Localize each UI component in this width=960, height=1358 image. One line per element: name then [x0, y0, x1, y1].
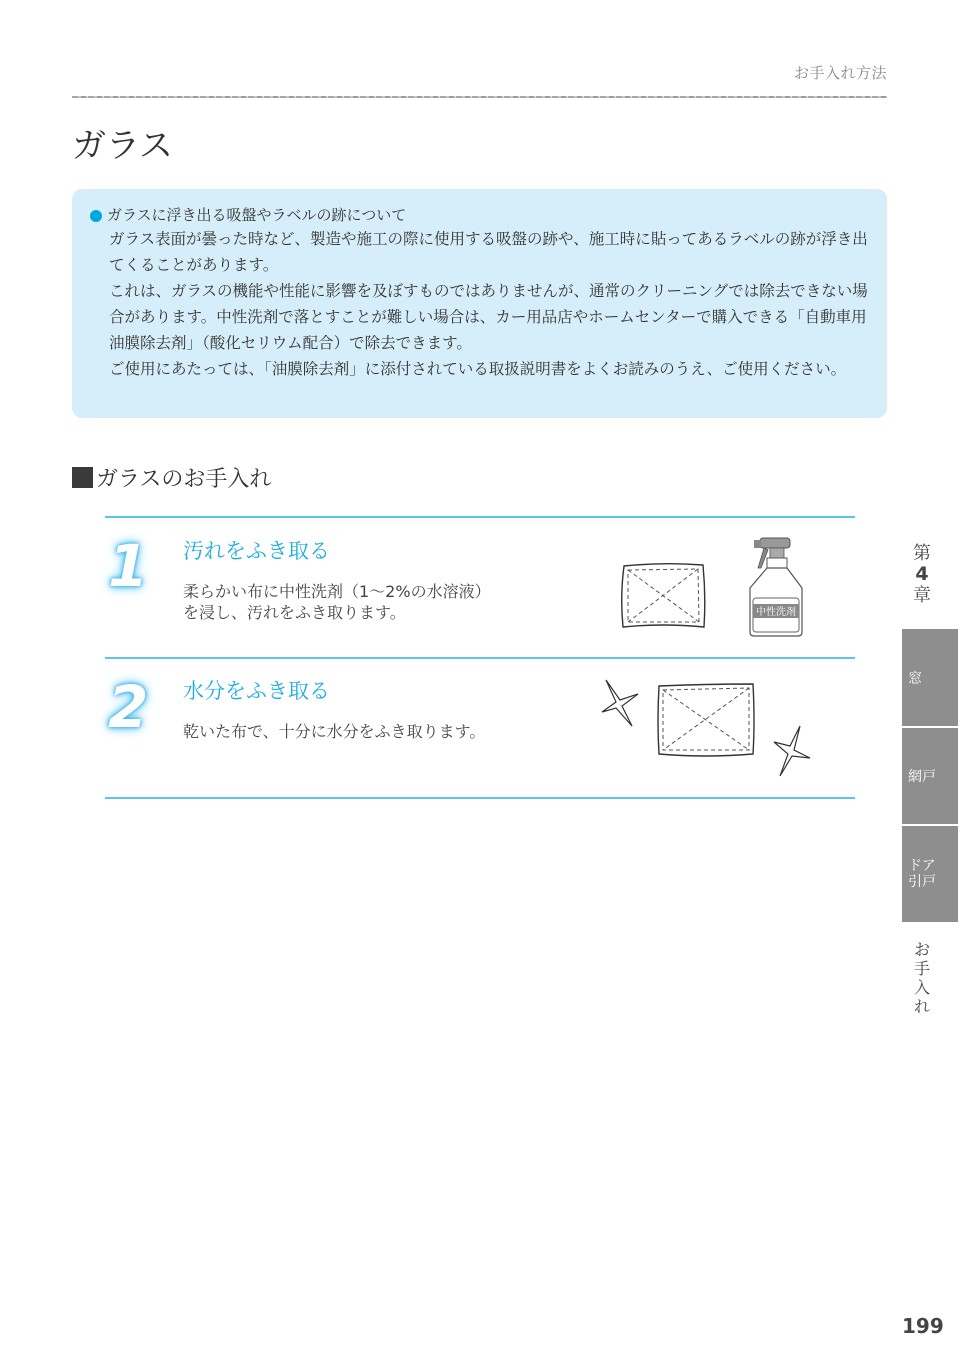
sparkle-icon [600, 678, 640, 728]
notice-paragraph: ガラス表面が曇った時など、製造や施工の際に使用する吸盤の跡や、施工時に貼ってあるラベルの跡が浮き出てくることがあります。 [109, 230, 868, 274]
step-divider [105, 516, 855, 518]
side-tab-label-line: ドア [908, 858, 936, 874]
notice-heading [90, 205, 871, 226]
cloth-icon [618, 560, 708, 632]
notice-body [90, 226, 871, 382]
bottle-label: 中性洗剤 [756, 607, 796, 618]
chapter-label-char: 章 [913, 585, 931, 606]
bullet-icon [90, 210, 102, 222]
side-tab-screen-door[interactable] [902, 728, 958, 824]
side-tab-label: 窓 [908, 670, 922, 687]
step-title: 水分をふき取る [183, 679, 330, 703]
notice-box [72, 189, 887, 418]
header-divider [72, 96, 887, 98]
chapter-number: 4 [915, 563, 929, 585]
side-tab-label [908, 858, 936, 890]
step-description-line: 柔らかい布に中性洗剤（1～2%の水溶液） [183, 582, 491, 601]
section-heading [72, 462, 271, 493]
step-title: 汚れをふき取る [183, 539, 330, 563]
step-description [183, 721, 485, 742]
cloth-icon [655, 682, 757, 762]
side-tab-label: 網戸 [908, 769, 936, 785]
side-tab-door-sliding[interactable] [902, 826, 958, 922]
sparkle-icon [772, 724, 814, 778]
page-number: 199 [902, 1314, 944, 1338]
chapter-label-char: 第 [913, 543, 931, 564]
step-description-line: 乾いた布で、十分に水分をふき取ります。 [183, 722, 486, 741]
side-tab-label-line: 引戸 [908, 874, 936, 890]
section-bottom-divider [105, 797, 855, 799]
step-number: 2 [108, 673, 149, 741]
side-tab-window[interactable] [902, 629, 958, 726]
step-divider [105, 657, 855, 659]
side-tab-char: 入 [913, 978, 930, 997]
step-description-line: を浸し、汚れをふき取ります。 [183, 603, 406, 622]
side-tab-char: 手 [913, 959, 930, 978]
step-number: 1 [108, 532, 149, 600]
header-section-label: お手入れ方法 [793, 64, 887, 82]
side-tab-maintenance-current[interactable] [908, 940, 936, 1016]
notice-paragraph: これは、ガラスの機能や性能に影響を及ぼすものではありませんが、通常のクリーニングでは除去できない場合があります。中性洗剤で落とすことが難しい場合は、カー用品店やホームセンターで購入できる「自動車用油膜除去剤」（酸化セリウム配合）で除去できます。 [109, 282, 868, 352]
page-title: ガラス [72, 126, 173, 166]
spray-bottle-icon [740, 536, 806, 638]
notice-paragraph: ご使用にあたっては、「油膜除去剤」に添付されている取扱説明書をよくお読みのうえ、ご使用ください。 [109, 360, 847, 378]
side-tab-char: お [913, 940, 930, 959]
square-bullet-icon [72, 467, 93, 488]
side-tab-char: れ [913, 997, 930, 1016]
chapter-label [902, 543, 942, 606]
section-heading-text: ガラスのお手入れ [96, 467, 272, 492]
step-description [183, 581, 491, 623]
notice-heading-text: ガラスに浮き出る吸盤やラベルの跡について [107, 206, 407, 224]
